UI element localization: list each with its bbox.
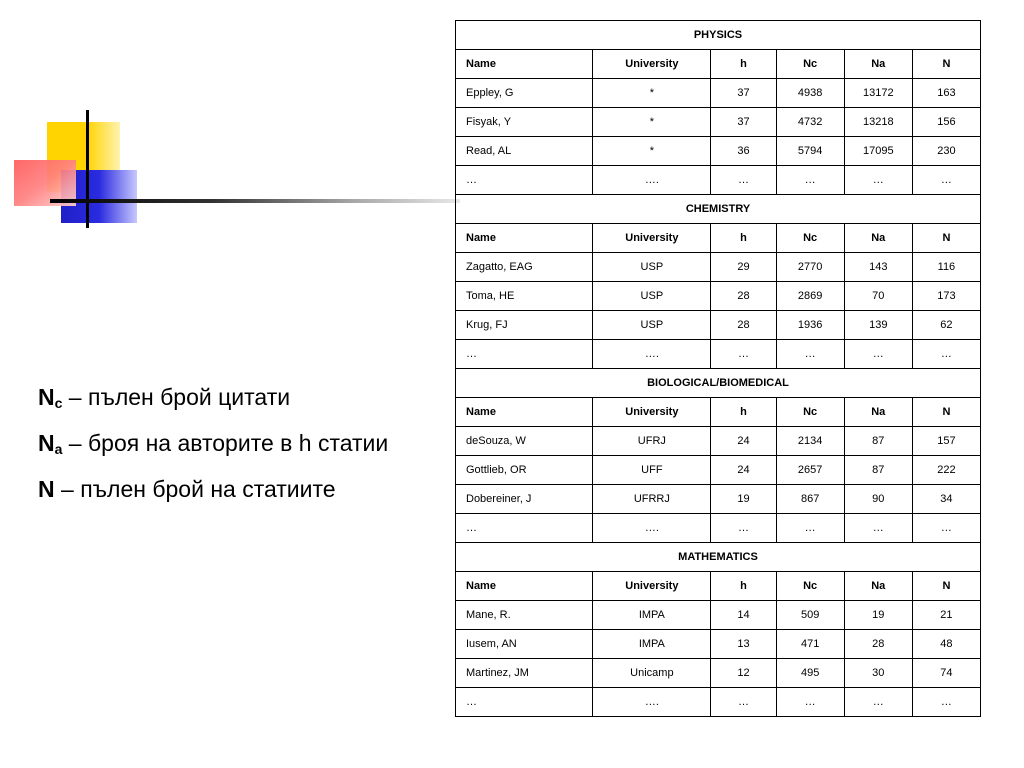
na-cell: … bbox=[844, 166, 912, 195]
h-cell: … bbox=[711, 166, 776, 195]
h-cell: 37 bbox=[711, 108, 776, 137]
column-header: h bbox=[711, 50, 776, 79]
section-title-row bbox=[456, 195, 981, 224]
section-title: CHEMISTRY bbox=[456, 195, 981, 224]
nc-cell: 2134 bbox=[776, 427, 844, 456]
h-cell: 24 bbox=[711, 427, 776, 456]
table-row bbox=[456, 630, 981, 659]
name-cell: … bbox=[456, 514, 593, 543]
na-cell: 70 bbox=[844, 282, 912, 311]
university-cell: * bbox=[593, 137, 711, 166]
column-header: Nc bbox=[776, 398, 844, 427]
university-cell: UFF bbox=[593, 456, 711, 485]
nc-cell: 4938 bbox=[776, 79, 844, 108]
legend-item-n bbox=[38, 470, 388, 516]
legend-symbol: N bbox=[38, 384, 55, 410]
table-row bbox=[456, 166, 981, 195]
table-row bbox=[456, 659, 981, 688]
column-header: Na bbox=[844, 224, 912, 253]
na-cell: 87 bbox=[844, 456, 912, 485]
h-cell: 29 bbox=[711, 253, 776, 282]
column-header: h bbox=[711, 398, 776, 427]
column-header: h bbox=[711, 224, 776, 253]
legend bbox=[38, 378, 388, 516]
legend-symbol: N bbox=[38, 430, 55, 456]
n-cell: 163 bbox=[912, 79, 980, 108]
h-cell: 19 bbox=[711, 485, 776, 514]
table-row bbox=[456, 340, 981, 369]
na-cell: 90 bbox=[844, 485, 912, 514]
legend-item-nc bbox=[38, 378, 388, 424]
column-header: N bbox=[912, 398, 980, 427]
table-row bbox=[456, 427, 981, 456]
column-header: N bbox=[912, 224, 980, 253]
column-header: h bbox=[711, 572, 776, 601]
h-cell: … bbox=[711, 688, 776, 717]
column-header: Na bbox=[844, 572, 912, 601]
na-cell: 139 bbox=[844, 311, 912, 340]
column-header: Na bbox=[844, 398, 912, 427]
h-cell: 12 bbox=[711, 659, 776, 688]
section-title: PHYSICS bbox=[456, 21, 981, 50]
name-cell: Eppley, G bbox=[456, 79, 593, 108]
na-cell: … bbox=[844, 688, 912, 717]
table-row bbox=[456, 601, 981, 630]
n-cell: 34 bbox=[912, 485, 980, 514]
name-cell: Read, AL bbox=[456, 137, 593, 166]
na-cell: 17095 bbox=[844, 137, 912, 166]
h-cell: … bbox=[711, 514, 776, 543]
legend-text: – пълен брой цитати bbox=[62, 384, 291, 410]
na-cell: 13218 bbox=[844, 108, 912, 137]
na-cell: 87 bbox=[844, 427, 912, 456]
h-cell: 24 bbox=[711, 456, 776, 485]
university-cell: …. bbox=[593, 166, 711, 195]
section-title-row bbox=[456, 369, 981, 398]
name-cell: Krug, FJ bbox=[456, 311, 593, 340]
nc-cell: … bbox=[776, 514, 844, 543]
column-header: University bbox=[593, 224, 711, 253]
name-cell: Martinez, JM bbox=[456, 659, 593, 688]
n-cell: … bbox=[912, 340, 980, 369]
university-cell: Unicamp bbox=[593, 659, 711, 688]
h-cell: 28 bbox=[711, 311, 776, 340]
name-cell: Iusem, AN bbox=[456, 630, 593, 659]
n-cell: … bbox=[912, 166, 980, 195]
column-header: Nc bbox=[776, 572, 844, 601]
name-cell: … bbox=[456, 688, 593, 717]
university-cell: IMPA bbox=[593, 630, 711, 659]
nc-cell: … bbox=[776, 166, 844, 195]
h-cell: 14 bbox=[711, 601, 776, 630]
university-cell: UFRRJ bbox=[593, 485, 711, 514]
nc-cell: 1936 bbox=[776, 311, 844, 340]
section-title: BIOLOGICAL/BIOMEDICAL bbox=[456, 369, 981, 398]
table-row bbox=[456, 253, 981, 282]
table-row bbox=[456, 311, 981, 340]
nc-cell: 2869 bbox=[776, 282, 844, 311]
na-cell: 19 bbox=[844, 601, 912, 630]
horizontal-line-shape bbox=[50, 199, 460, 203]
university-cell: …. bbox=[593, 514, 711, 543]
name-cell: Dobereiner, J bbox=[456, 485, 593, 514]
legend-item-na bbox=[38, 424, 388, 470]
column-header-row bbox=[456, 50, 981, 79]
nc-cell: 495 bbox=[776, 659, 844, 688]
column-header-row bbox=[456, 572, 981, 601]
legend-text: – пълен брой на статиите bbox=[54, 476, 336, 502]
university-cell: …. bbox=[593, 340, 711, 369]
section-title-row bbox=[456, 21, 981, 50]
section-title: MATHEMATICS bbox=[456, 543, 981, 572]
university-cell: UFRJ bbox=[593, 427, 711, 456]
legend-symbol: N bbox=[38, 476, 55, 502]
column-header-row bbox=[456, 398, 981, 427]
nc-cell: … bbox=[776, 340, 844, 369]
university-cell: IMPA bbox=[593, 601, 711, 630]
column-header: University bbox=[593, 50, 711, 79]
h-index-table bbox=[455, 20, 981, 717]
name-cell: … bbox=[456, 166, 593, 195]
n-cell: 173 bbox=[912, 282, 980, 311]
table-row bbox=[456, 108, 981, 137]
n-cell: 116 bbox=[912, 253, 980, 282]
name-cell: deSouza, W bbox=[456, 427, 593, 456]
university-cell: USP bbox=[593, 311, 711, 340]
table-row bbox=[456, 514, 981, 543]
name-cell: Fisyak, Y bbox=[456, 108, 593, 137]
university-cell: * bbox=[593, 79, 711, 108]
na-cell: … bbox=[844, 340, 912, 369]
table-row bbox=[456, 137, 981, 166]
n-cell: 74 bbox=[912, 659, 980, 688]
h-cell: 28 bbox=[711, 282, 776, 311]
column-header: University bbox=[593, 572, 711, 601]
legend-text: – броя на авторите в h статии bbox=[62, 430, 389, 456]
h-cell: 36 bbox=[711, 137, 776, 166]
na-cell: 143 bbox=[844, 253, 912, 282]
nc-cell: 4732 bbox=[776, 108, 844, 137]
nc-cell: 2770 bbox=[776, 253, 844, 282]
column-header: Na bbox=[844, 50, 912, 79]
n-cell: … bbox=[912, 514, 980, 543]
h-cell: … bbox=[711, 340, 776, 369]
n-cell: 222 bbox=[912, 456, 980, 485]
column-header: University bbox=[593, 398, 711, 427]
column-header: N bbox=[912, 572, 980, 601]
n-cell: 230 bbox=[912, 137, 980, 166]
na-cell: … bbox=[844, 514, 912, 543]
table-row bbox=[456, 688, 981, 717]
n-cell: 156 bbox=[912, 108, 980, 137]
column-header: Name bbox=[456, 572, 593, 601]
n-cell: 157 bbox=[912, 427, 980, 456]
column-header: Name bbox=[456, 50, 593, 79]
n-cell: 21 bbox=[912, 601, 980, 630]
column-header: Name bbox=[456, 224, 593, 253]
h-cell: 13 bbox=[711, 630, 776, 659]
name-cell: Gottlieb, OR bbox=[456, 456, 593, 485]
university-cell: USP bbox=[593, 282, 711, 311]
nc-cell: 2657 bbox=[776, 456, 844, 485]
legend-subscript: a bbox=[54, 441, 63, 457]
table-row bbox=[456, 485, 981, 514]
na-cell: 28 bbox=[844, 630, 912, 659]
column-header-row bbox=[456, 224, 981, 253]
decorative-logo bbox=[0, 0, 460, 240]
nc-cell: 471 bbox=[776, 630, 844, 659]
section-title-row bbox=[456, 543, 981, 572]
nc-cell: 5794 bbox=[776, 137, 844, 166]
n-cell: 62 bbox=[912, 311, 980, 340]
university-cell: …. bbox=[593, 688, 711, 717]
name-cell: Mane, R. bbox=[456, 601, 593, 630]
column-header: N bbox=[912, 50, 980, 79]
name-cell: Toma, HE bbox=[456, 282, 593, 311]
na-cell: 30 bbox=[844, 659, 912, 688]
university-cell: * bbox=[593, 108, 711, 137]
name-cell: Zagatto, EAG bbox=[456, 253, 593, 282]
n-cell: … bbox=[912, 688, 980, 717]
table-row bbox=[456, 456, 981, 485]
na-cell: 13172 bbox=[844, 79, 912, 108]
name-cell: … bbox=[456, 340, 593, 369]
nc-cell: 867 bbox=[776, 485, 844, 514]
column-header: Nc bbox=[776, 224, 844, 253]
n-cell: 48 bbox=[912, 630, 980, 659]
vertical-line-shape bbox=[86, 110, 89, 228]
legend-subscript: c bbox=[54, 395, 63, 411]
nc-cell: 509 bbox=[776, 601, 844, 630]
column-header: Nc bbox=[776, 50, 844, 79]
university-cell: USP bbox=[593, 253, 711, 282]
table-row bbox=[456, 282, 981, 311]
h-cell: 37 bbox=[711, 79, 776, 108]
nc-cell: … bbox=[776, 688, 844, 717]
table-row bbox=[456, 79, 981, 108]
column-header: Name bbox=[456, 398, 593, 427]
